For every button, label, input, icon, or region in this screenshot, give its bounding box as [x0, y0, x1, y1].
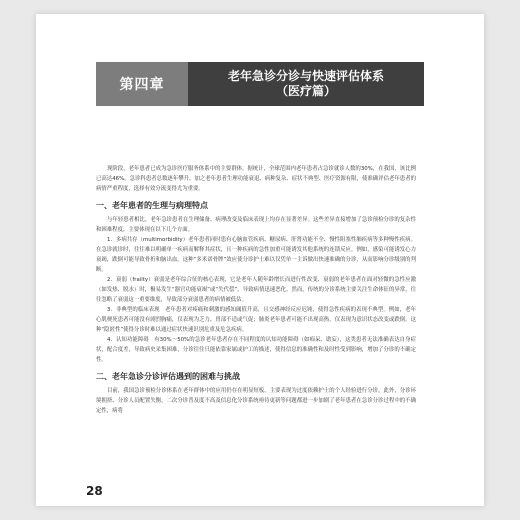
chapter-number: 第四章 — [96, 62, 188, 106]
point-cognitive: 4．认知功能障碍 有30%～50%的急诊老年患者存在不同程度的认知功能障碍（如痴呆、谵妄），这类患者无法准确表达自身症状，配合度差，导致病史采集困难，分诊往往只能依靠家属或护工的描述，使得信息的准确性和及时性受到影响，增加了分诊的不确定性。 — [96, 337, 416, 363]
section1-intro: 与年轻患者相比，老年急诊患者在生理储备、病理改变及临床表现上均存在显著差异。这些差异直接增加了急诊预检分诊的复杂性和困难程度，主要体现在以下几个方面。 — [96, 217, 416, 233]
chapter-title — [188, 62, 424, 106]
page-number: 28 — [86, 484, 103, 498]
chapter-banner — [96, 62, 424, 106]
book-page — [36, 14, 484, 506]
section-heading-2: 二、老年急诊分诊评估遇到的困难与挑战 — [96, 372, 240, 381]
section-heading-1: 一、老年患者的生理与病理特点 — [96, 201, 208, 210]
point-multimorbidity: 1．多病共存（multimorbidity）老年患者同时患有心脑血管疾病、糖尿病、肝肾功能不全、慢性阻塞性肺疾病等多种慢性疾病。在急诊就诊时，往往难以明确单一疾病而解释其症状，且一种疾病的急性加重可能诱发其他系统的连锁反应。例如，感染可能诱发心力衰竭，跌倒可能导致骨折和脑出血。这种“多米诺骨牌”效应使分诊护士难以仅凭单一主诉做出快速准确的分诊，从而影响分诊级别的判断。 — [96, 237, 416, 273]
chapter-title-line2: （医疗篇） — [275, 84, 336, 98]
page-body — [96, 164, 416, 416]
section2-paragraph: 目前，我国急诊预检分诊体系在老年群体中的应用仍存在明显短板。主要表现为过度依赖护士的个人经验进行分诊，此外，分诊环境拥挤、分诊人员配置失衡，二次分诊普及度不高及信息化分诊系统亟待更新等问题都进一步加剧了老年患者在急诊分诊过程中的不确定性，病将 — [96, 388, 416, 414]
point-atypical: 3．非典型的临床表现 老年患者对疼痛和刺激的感知阈值升高，且交感神经反应迟钝，使得急性疾病的表现不典型。例如，老年心肌梗死患者可能没有剧烈胸痛，仅表现为乏力、胃部不适或气促；肺炎老年患者可能不出现高热，仅表现为意识状态改变或跌倒。这种“隐匿性”使得分诊时难以通过症状快速识别危重及危急疾病。 — [96, 307, 416, 333]
intro-paragraph: 现阶段，老年患者已成为急诊医疗服务体系中的主要群体。据统计，全球范围内老年患者占急诊就诊人数的30%，在我国，该比例已高达46%。急诊科患者总数逐年攀升，加之老年患者生理功能衰退、病种复杂、症状不典型、医疗资源有限，使准确评估老年患者的病情严重程度，选择有效分流变得尤为重要。 — [96, 166, 416, 192]
point-frailty: 2．衰弱（frailty）衰弱是老年综合征的核心表现，它是老年人随年龄增长而进行性改变、衰弱的老年患者在面对轻微的急性应激（如发热、脱水）时，极易发生“器官功能衰竭”或“失代偿”，导致病情迅速恶化。然而，传统的分诊系统主要关注生命体征的异常，往往忽略了衰弱这一重要维度，导致部分衰弱患者的病情被低估。 — [96, 277, 416, 303]
chapter-title-line1: 老年急诊分诊与快速评估体系 — [227, 69, 384, 83]
